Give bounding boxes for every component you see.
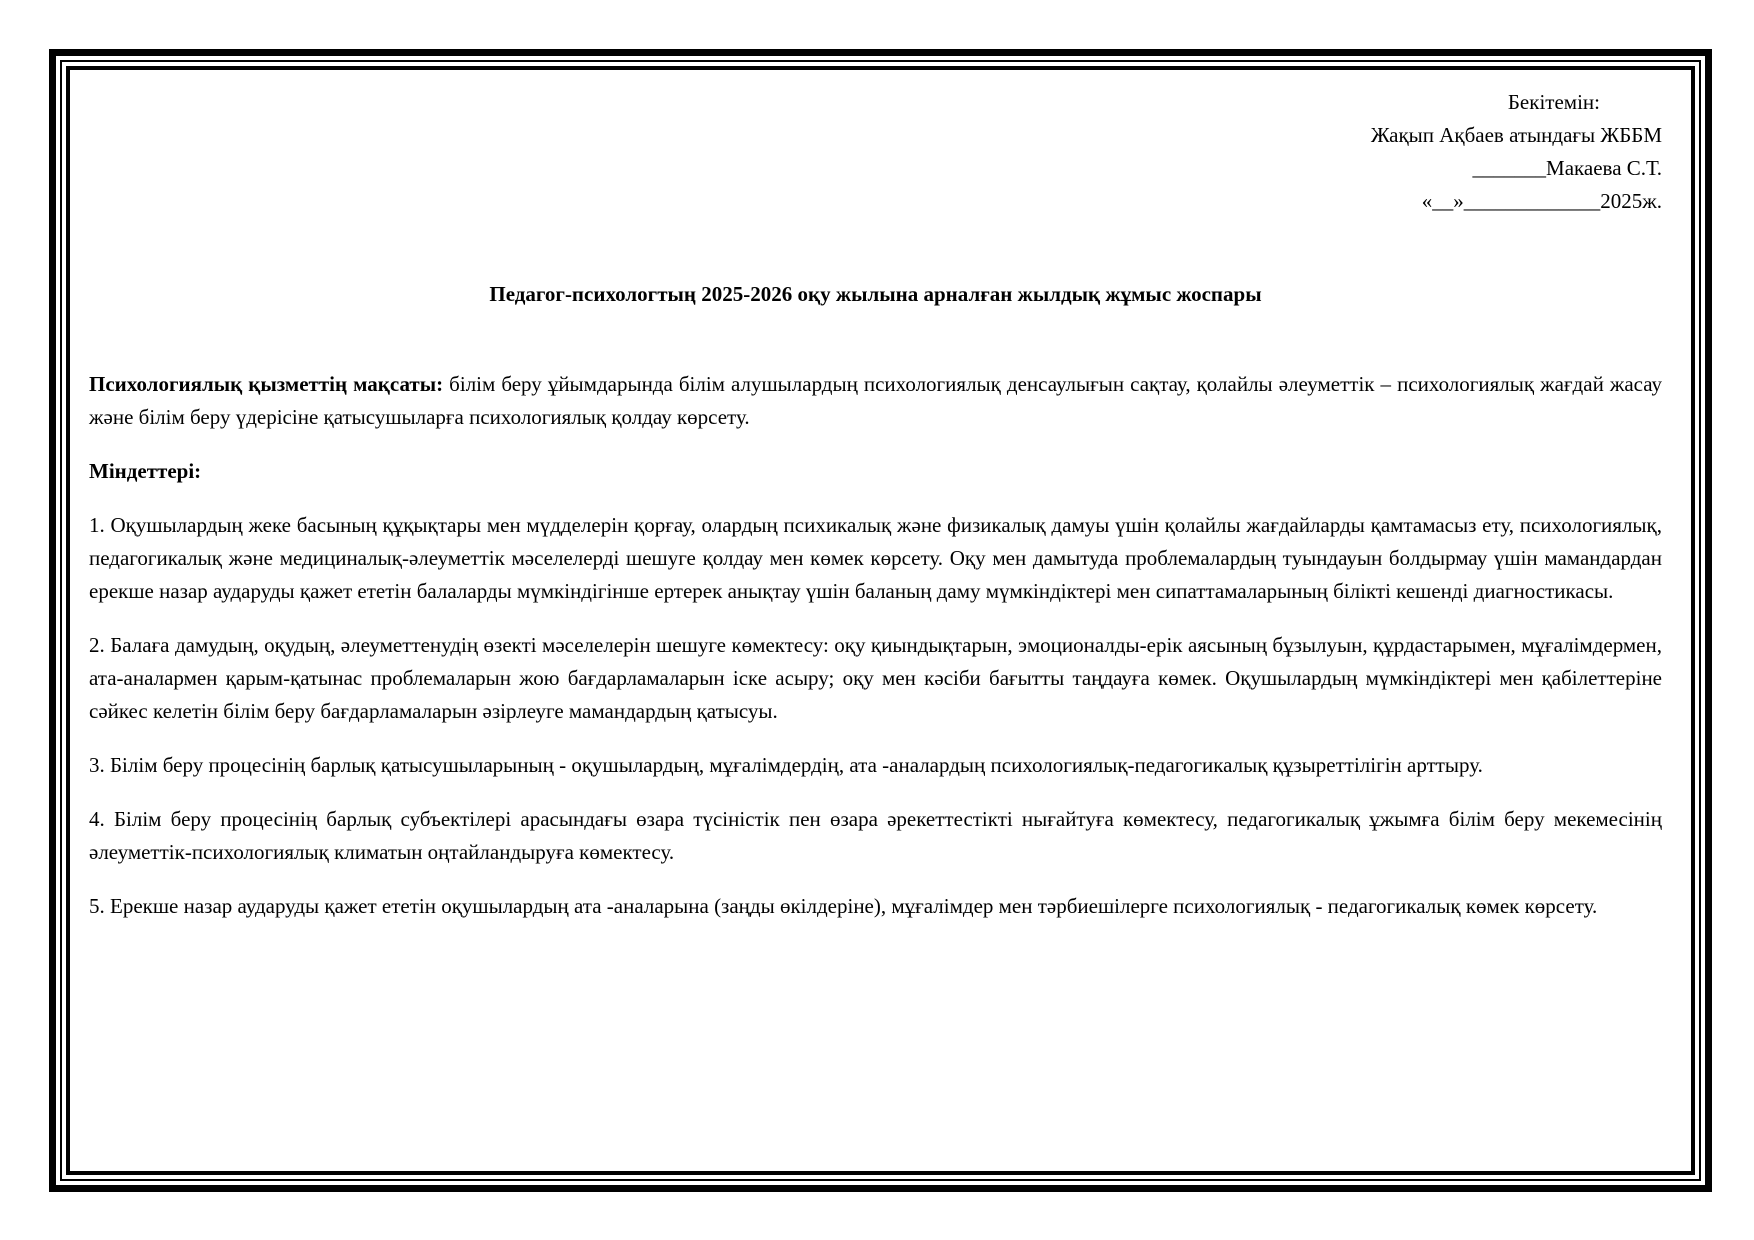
goal-label: Психологиялық қызметтің мақсаты:: [89, 372, 444, 396]
approval-title: Бекітемін:: [1507, 90, 1600, 114]
goal-text: білім беру ұйымдарында білім алушылардың психологиялық денсаулығын сақтау, қолайлы әлеуметтік – психологиялық жағдай жасау және білім беру үдерісіне қатысушыларға психологиялық қолдау көрсету.: [89, 372, 1662, 429]
approval-date: «__»_____________2025ж.: [1421, 189, 1662, 213]
tasks-heading: Міндеттері:: [89, 459, 202, 483]
task-item-3: 3. Білім беру процесінің барлық қатысушыларының - оқушылардың, мұғалімдердің, ата -аналардың психологиялық-педагогикалық құзыреттілігін арттыру.: [89, 753, 1483, 777]
task-item-4: 4. Білім беру процесінің барлық субъектілері арасындағы өзара түсіністік пен өзара әрекеттестікті нығайтуға көмектесу, педагогикалық ұжымға білім беру мекемесінің әлеуметтік-психологиялық климатын оңтайландыруға көмектесу.: [89, 807, 1662, 864]
goal-paragraph: [89, 368, 1662, 434]
task-item-5: 5. Ерекше назар аударуды қажет ететін оқушылардың ата -аналарына (заңды өкілдеріне), мұғалімдер мен тәрбиешілерге психологиялық - педагогикалық көмек көрсету.: [89, 894, 1598, 918]
document-body: [89, 86, 1662, 923]
approval-signature: _______Макаева С.Т.: [1472, 156, 1662, 180]
approval-block: [89, 86, 1662, 218]
task-item-2: 2. Балаға дамудың, оқудың, әлеуметтенудің өзекті мәселелерін шешуге көмектесу: оқу қиындықтарын, эмоционалды-ерік аясының бұзылуын, құрдастарымен, мұғалімдермен, ата-аналармен қарым-қатынас проблемаларын жою бағдарламаларын іске асыру; оқу мен кәсіби бағытты таңдауға көмек. Оқушылардың мүмкіндіктері мен қабілеттеріне сәйкес келетін білім беру бағдарламаларын әзірлеуге мамандардың қатысуы.: [89, 633, 1662, 723]
document-title: Педагог-психологтың 2025-2026 оқу жылына арналған жылдық жұмыс жоспары: [489, 282, 1262, 306]
approval-school: Жақып Ақбаев атындағы ЖББМ: [1370, 123, 1662, 147]
task-item-1: 1. Оқушылардың жеке басының құқықтары мен мүдделерін қорғау, олардың психикалық және физикалық дамуы үшін қолайлы жағдайларды қамтамасыз ету, психологиялық, педагогикалық және медициналық-әлеуметтік мәселелерді шешуге қолдау мен көмек көрсету. Оқу мен дамытуда проблемалардың туындауын болдырмау үшін мамандардан ерекше назар аударуды қажет ететін балаларды мүмкіндігінше ертерек анықтау үшін баланың даму мүмкіндіктері мен сипаттамаларының білікті кешенді диагностикасы.: [89, 513, 1662, 603]
